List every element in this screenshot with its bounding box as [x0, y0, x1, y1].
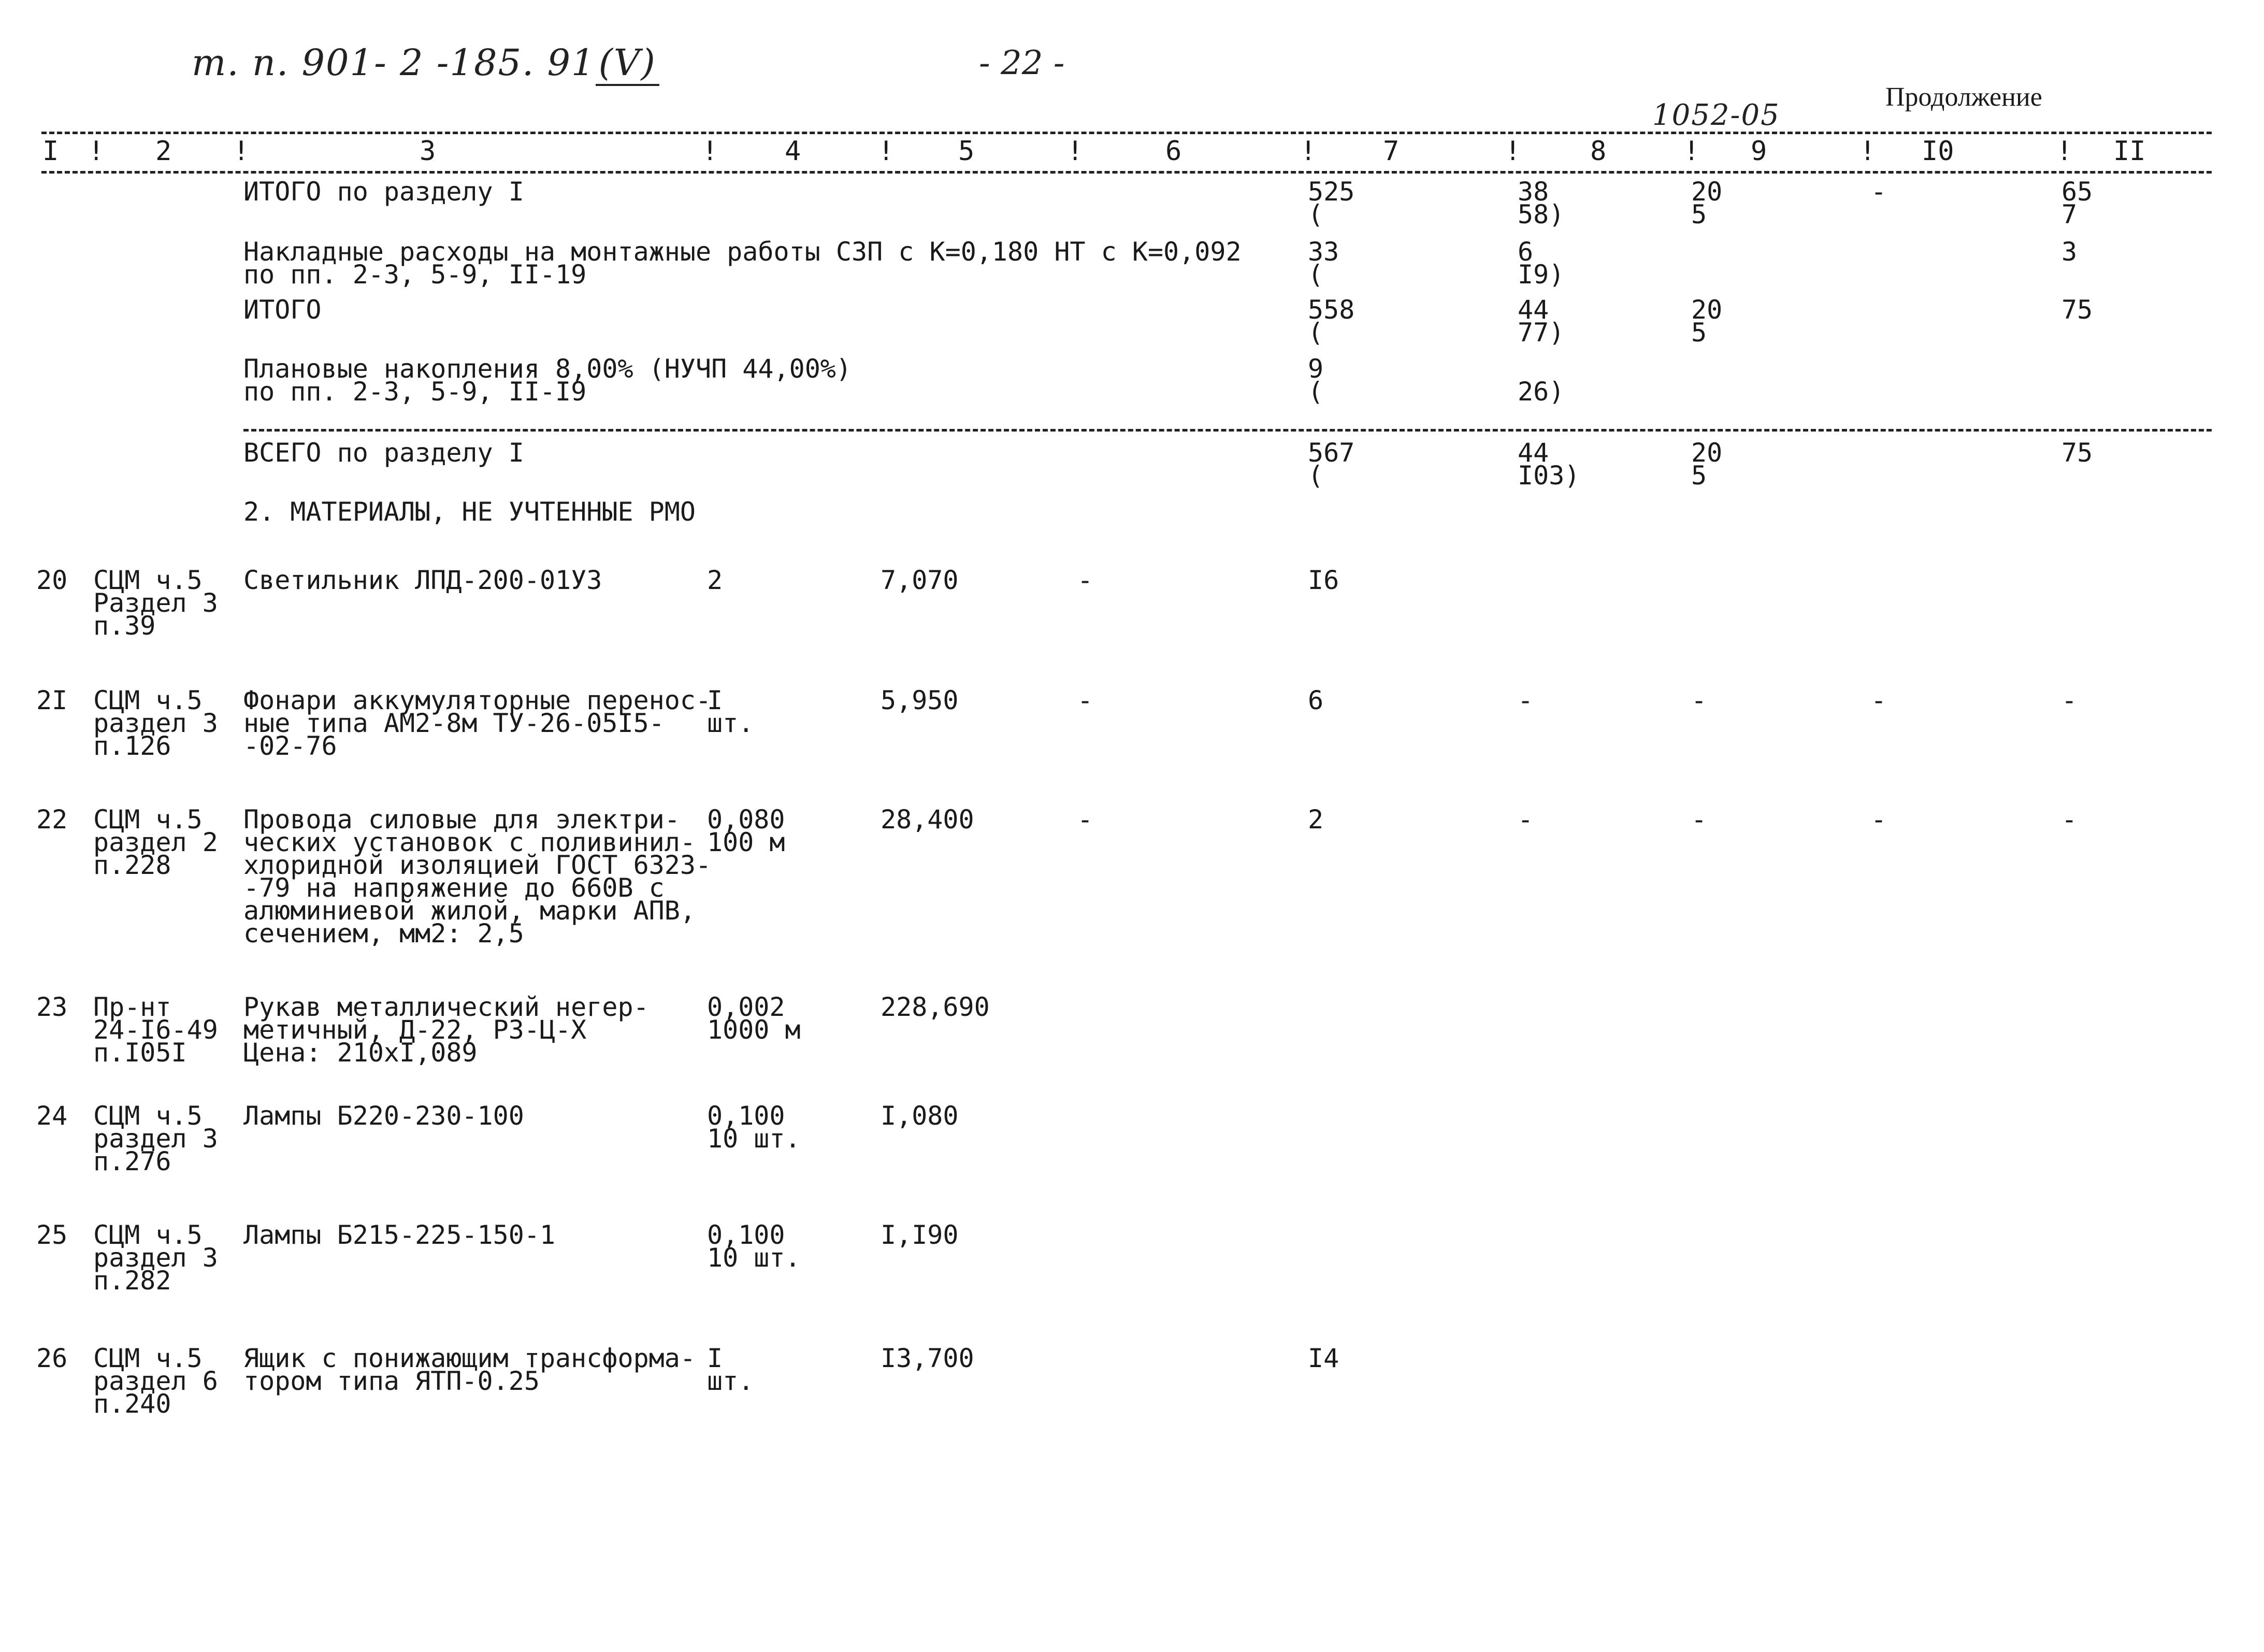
column-header-6: 6	[1165, 136, 1182, 167]
column-separator: !	[1683, 136, 1700, 167]
vsego-c11: 75	[2061, 438, 2093, 468]
row-description: Цена: 210хI,089	[243, 1038, 478, 1068]
column-separator: !	[878, 136, 895, 167]
overhead-c8a: 6	[1518, 237, 1534, 267]
column-header-3: 3	[420, 136, 436, 167]
row-cell-c10: -	[1871, 685, 1887, 715]
row-description: Лампы Б215-225-150-1	[243, 1220, 556, 1250]
row-number: 22	[36, 805, 68, 835]
row-reference: СЦМ ч.5	[93, 1101, 203, 1131]
column-separator: !	[702, 136, 718, 167]
row-quantity: 0,100	[707, 1101, 785, 1131]
row-unit-price: I3,700	[881, 1343, 974, 1373]
row-unit-price: 5,950	[881, 685, 959, 715]
column-separator: !	[233, 136, 250, 167]
column-separator: !	[1300, 136, 1317, 167]
document-code-main: т. п. 901- 2 -185. 91	[192, 41, 596, 84]
overhead-c8b: I9)	[1518, 260, 1565, 290]
row-description: сечением, мм2: 2,5	[243, 918, 524, 949]
row-reference: СЦМ ч.5	[93, 685, 203, 715]
column-header-1: I	[42, 136, 59, 167]
row-number: 25	[36, 1220, 68, 1250]
row-cell-c6: -	[1077, 565, 1093, 595]
row-cell-c10: -	[1871, 805, 1887, 835]
row-reference: СЦМ ч.5	[93, 1220, 203, 1250]
row-description: тором типа ЯТП-0.25	[243, 1366, 540, 1396]
row-description: алюминиевой жилой, марки АПВ,	[243, 896, 696, 926]
document-code	[192, 41, 659, 84]
row-reference: п.240	[93, 1389, 171, 1419]
total-separator-rule	[243, 429, 2212, 432]
column-header-10: I0	[1922, 136, 1954, 167]
vsego-c9b: 5	[1691, 461, 1707, 491]
row-description: Рукав металлический негер-	[243, 992, 649, 1022]
row-quantity: I	[707, 685, 723, 715]
row-description: Провода силовые для электри-	[243, 805, 680, 835]
handwritten-stamp: 1052-05	[1652, 98, 1780, 132]
itogo-c11a: 65	[2061, 177, 2093, 207]
planned-line2: по пп. 2-3, 5-9, II-I9	[243, 377, 587, 407]
overhead-c7a: 33	[1308, 237, 1339, 267]
header-bottom-rule	[41, 171, 2212, 174]
column-separator: !	[1859, 136, 1876, 167]
row-quantity: I	[707, 1343, 723, 1373]
vsego-c7a: 567	[1308, 438, 1355, 468]
row-reference: п.126	[93, 731, 171, 761]
header-top-rule	[41, 132, 2212, 134]
vsego-c8b: I03)	[1518, 461, 1580, 491]
row-unit-price: I,080	[881, 1101, 959, 1131]
column-separator: !	[1505, 136, 1521, 167]
itogo-c7a: 525	[1308, 177, 1355, 207]
row-quantity: 10 шт.	[707, 1243, 801, 1273]
vsego-c8a: 44	[1518, 438, 1549, 468]
column-header-11: II	[2113, 136, 2146, 167]
row-cell-c7: 2	[1308, 805, 1324, 835]
row-reference: раздел 6	[93, 1366, 218, 1396]
row-cell-c7: 6	[1308, 685, 1324, 715]
row-quantity: 0,002	[707, 992, 785, 1022]
row-cell-c7: I6	[1308, 565, 1339, 595]
row-quantity: 0,080	[707, 805, 785, 835]
section-2-heading: 2. МАТЕРИАЛЫ, НЕ УЧТЕННЫЕ РМО	[243, 497, 696, 527]
row-reference: 24-I6-49	[93, 1015, 218, 1045]
row-reference: раздел 2	[93, 827, 218, 857]
row-reference: раздел 3	[93, 708, 218, 738]
column-separator: !	[1067, 136, 1084, 167]
column-header-5: 5	[958, 136, 975, 167]
itogo-c10: -	[1871, 177, 1887, 207]
row-reference: Раздел 3	[93, 588, 218, 618]
planned-line1: Плановые накопления 8,00% (НУЧП 44,00%)	[243, 354, 852, 384]
row-unit-price: 7,070	[881, 565, 959, 595]
itogo-total-label: ИТОГО	[243, 295, 322, 325]
planned-c7a: 9	[1308, 354, 1324, 384]
row-number: 24	[36, 1101, 68, 1131]
row-reference: СЦМ ч.5	[93, 805, 203, 835]
row-quantity: шт.	[707, 1366, 754, 1396]
row-number: 2I	[36, 685, 68, 715]
itogo-total-c8a: 44	[1518, 295, 1549, 325]
row-number: 23	[36, 992, 68, 1022]
itogo-c9b: 5	[1691, 199, 1707, 229]
overhead-c7b: (	[1308, 260, 1324, 290]
row-description: Светильник ЛПД-200-01УЗ	[243, 565, 602, 595]
planned-c7b: (	[1308, 377, 1324, 407]
itogo-total-c7b: (	[1308, 318, 1324, 348]
overhead-line1: Накладные расходы на монтажные работы СЗП с К=0,180 НТ с К=0,092	[243, 237, 1242, 267]
page-number: - 22 -	[979, 44, 1065, 82]
row-description: ные типа АМ2-8м ТУ-26-05I5-	[243, 708, 665, 738]
column-separator: !	[88, 136, 105, 167]
row-number: 20	[36, 565, 68, 595]
row-description: -02-76	[243, 731, 337, 761]
vsego-label: ВСЕГО по разделу I	[243, 438, 524, 468]
itogo-total-c11: 75	[2061, 295, 2093, 325]
itogo-total-c8b: 77)	[1518, 318, 1565, 348]
itogo-c11b: 7	[2061, 199, 2078, 229]
itogo-total-c9b: 5	[1691, 318, 1707, 348]
row-cell-c8: -	[1518, 805, 1534, 835]
column-header-9: 9	[1751, 136, 1767, 167]
row-description: Лампы Б220-230-100	[243, 1101, 524, 1131]
column-header-2: 2	[155, 136, 172, 167]
row-reference: п.39	[93, 611, 156, 641]
row-number: 26	[36, 1343, 68, 1373]
row-reference: Пр-нт	[93, 992, 171, 1022]
row-description: Ящик с понижающим трансформа-	[243, 1343, 696, 1373]
itogo-total-c7a: 558	[1308, 295, 1355, 325]
itogo-c8b: 58)	[1518, 199, 1565, 229]
row-cell-c8: -	[1518, 685, 1534, 715]
row-description: -79 на напряжение до 660В с	[243, 873, 665, 903]
row-unit-price: I,I90	[881, 1220, 959, 1250]
row-cell-c11: -	[2061, 805, 2078, 835]
row-reference: п.228	[93, 850, 171, 880]
column-header-7: 7	[1383, 136, 1400, 167]
row-reference: п.276	[93, 1146, 171, 1176]
row-cell-c11: -	[2061, 685, 2078, 715]
row-description: ческих установок с поливинил-	[243, 827, 696, 857]
row-quantity: 10 шт.	[707, 1124, 801, 1154]
row-unit-price: 228,690	[881, 992, 990, 1022]
row-quantity: 0,100	[707, 1220, 785, 1250]
overhead-c11: 3	[2061, 237, 2078, 267]
itogo-section-label: ИТОГО по разделу I	[243, 177, 524, 207]
column-separator: !	[2056, 136, 2073, 167]
row-reference: п.I05I	[93, 1038, 187, 1068]
row-cell-c6: -	[1077, 685, 1093, 715]
vsego-c7b: (	[1308, 461, 1324, 491]
column-header-4: 4	[785, 136, 801, 167]
itogo-c7b: (	[1308, 199, 1324, 229]
row-reference: СЦМ ч.5	[93, 1343, 203, 1373]
itogo-c9a: 20	[1691, 177, 1723, 207]
row-quantity: 2	[707, 565, 723, 595]
row-reference: раздел 3	[93, 1243, 218, 1273]
row-description: Фонари аккумуляторные перенос-	[243, 685, 712, 715]
row-cell-c7: I4	[1308, 1343, 1339, 1373]
row-description: хлоридной изоляцией ГОСТ 6323-	[243, 850, 712, 880]
row-reference: п.282	[93, 1266, 171, 1296]
row-description: метичный, Д-22, Р3-Ц-Х	[243, 1015, 587, 1045]
row-unit-price: 28,400	[881, 805, 974, 835]
planned-c8b: 26)	[1518, 377, 1565, 407]
row-quantity: шт.	[707, 708, 754, 738]
row-cell-c6: -	[1077, 805, 1093, 835]
overhead-line2: по пп. 2-3, 5-9, II-19	[243, 260, 587, 290]
row-cell-c9: -	[1691, 685, 1707, 715]
itogo-total-c9a: 20	[1691, 295, 1723, 325]
itogo-c8a: 38	[1518, 177, 1549, 207]
continuation-label: Продолжение	[1885, 82, 2042, 112]
document-code-volume: (V)	[596, 41, 659, 86]
row-reference: раздел 3	[93, 1124, 218, 1154]
row-quantity: 1000 м	[707, 1015, 801, 1045]
vsego-c9a: 20	[1691, 438, 1723, 468]
row-quantity: 100 м	[707, 827, 785, 857]
row-cell-c9: -	[1691, 805, 1707, 835]
row-reference: СЦМ ч.5	[93, 565, 203, 595]
column-header-8: 8	[1590, 136, 1607, 167]
